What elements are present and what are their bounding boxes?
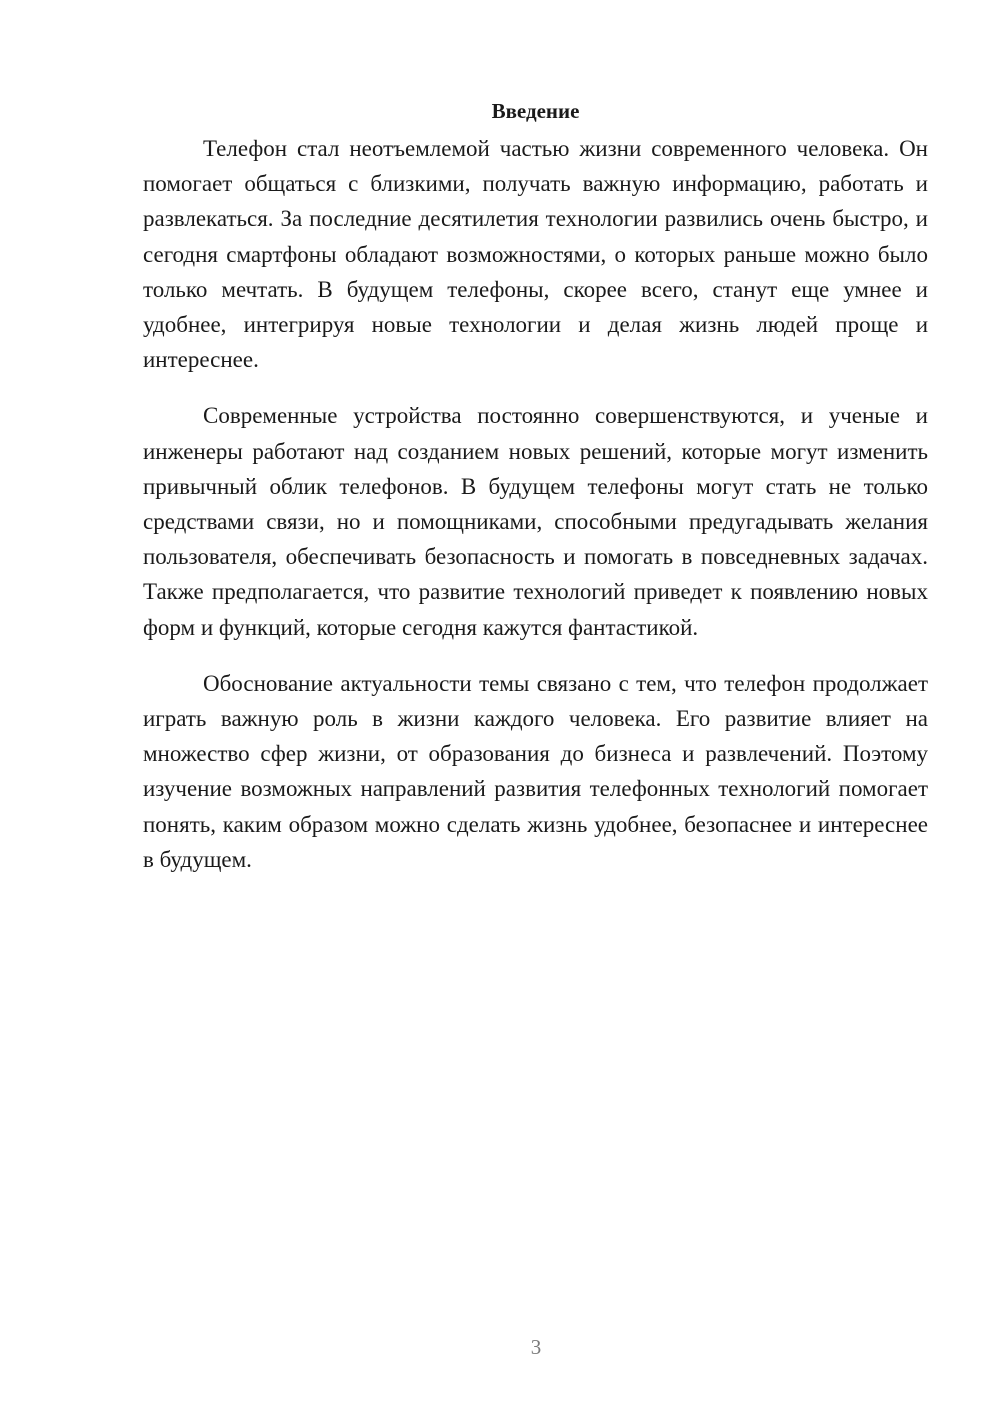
section-title: Введение: [491, 99, 580, 123]
paragraph-3: Обоснование актуальности темы связано с тем, что телефон продолжает играть важную роль в жизни каждого человека. Его развитие влияет на множество сфер жизни, от образования до бизнеса и развлечений. Поэтому изучение возможных направлений развития телефонных технологий помогает понять, каким образом можно сделать жизнь удобнее, безопаснее и интереснее в будущем.: [143, 670, 928, 872]
page-content: [143, 95, 928, 898]
paragraph-1: Телефон стал неотъемлемой частью жизни современного человека. Он помогает общаться с близкими, получать важную информацию, работать и развлекаться. За последние десятилетия технологии развились очень быстро, и сегодня смартфоны обладают возможностями, о которых раньше можно было только мечтать. В будущем телефоны, скорее всего, станут еще умнее и удобнее, интегрируя новые технологии и делая жизнь людей проще и интереснее.: [143, 136, 928, 373]
paragraph-2: Современные устройства постоянно совершенствуются, и ученые и инженеры работают над созданием новых решений, которые могут изменить привычный облик телефонов. В будущем телефоны могут стать не только средствами связи, но и помощниками, способными предугадывать желания пользователя, обеспечивать безопасность и помогать в повседневных задачах. Также предполагается, что развитие технологий приведет к появлению новых форм и функций, которые сегодня кажутся фантастикой.: [143, 403, 928, 640]
page-number: 3: [530, 1335, 542, 1359]
